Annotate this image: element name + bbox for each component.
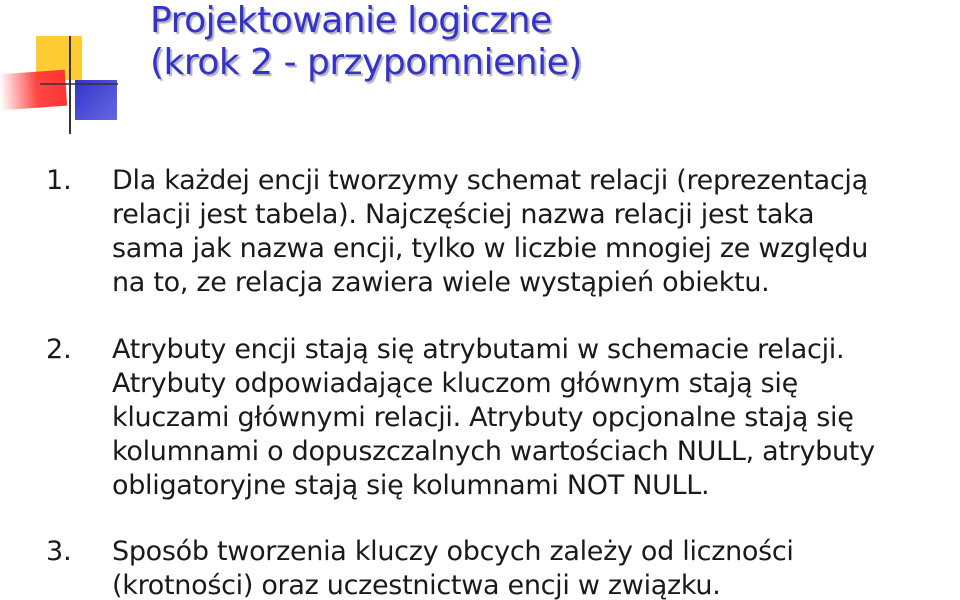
list-item-line: relacji jest tabela). Najczęściej nazwa relacji jest taka bbox=[112, 199, 815, 230]
slide-title-line-1: Projektowanie logiczne bbox=[150, 0, 552, 41]
list-item-line: Atrybuty encji stają się atrybutami w schemacie relacji. bbox=[112, 334, 845, 365]
list-item-line: kluczami głównymi relacji. Atrybuty opcjonalne stają się bbox=[112, 402, 854, 433]
decor-red-bar bbox=[0, 70, 67, 111]
list-item-number: 3. bbox=[46, 536, 72, 567]
slide-title bbox=[150, 0, 940, 84]
list-item-line: (krotności) oraz uczestnictwa encji w związku. bbox=[112, 570, 721, 600]
list-item-number: 2. bbox=[46, 334, 72, 365]
slide-title-line-2: (krok 2 - przypomnienie) bbox=[150, 42, 582, 83]
list-item-line: na to, ze relacja zawiera wiele wystąpień obiektu. bbox=[112, 267, 770, 298]
decor-blue-square bbox=[75, 80, 117, 120]
list-item-number: 1. bbox=[46, 165, 72, 196]
list-item-line: sama jak nazwa encji, tylko w liczbie mnogiej ze względu bbox=[112, 233, 869, 264]
list-item-text bbox=[112, 535, 952, 600]
list-item-line: Dla każdej encji tworzymy schemat relacji (reprezentacją bbox=[112, 165, 868, 196]
slide-corner-decoration bbox=[0, 0, 120, 140]
list-item-text bbox=[112, 164, 952, 300]
list-item-line: obligatoryjne stają się kolumnami NOT NULL. bbox=[112, 470, 710, 501]
list-item-text bbox=[112, 333, 952, 503]
list-item-line: Sposób tworzenia kluczy obcych zależy od liczności bbox=[112, 536, 794, 567]
list-item-line: Atrybuty odpowiadające kluczom głównym stają się bbox=[112, 368, 798, 399]
list-item-line: kolumnami o dopuszczalnych wartościach NULL, atrybuty bbox=[112, 436, 875, 467]
